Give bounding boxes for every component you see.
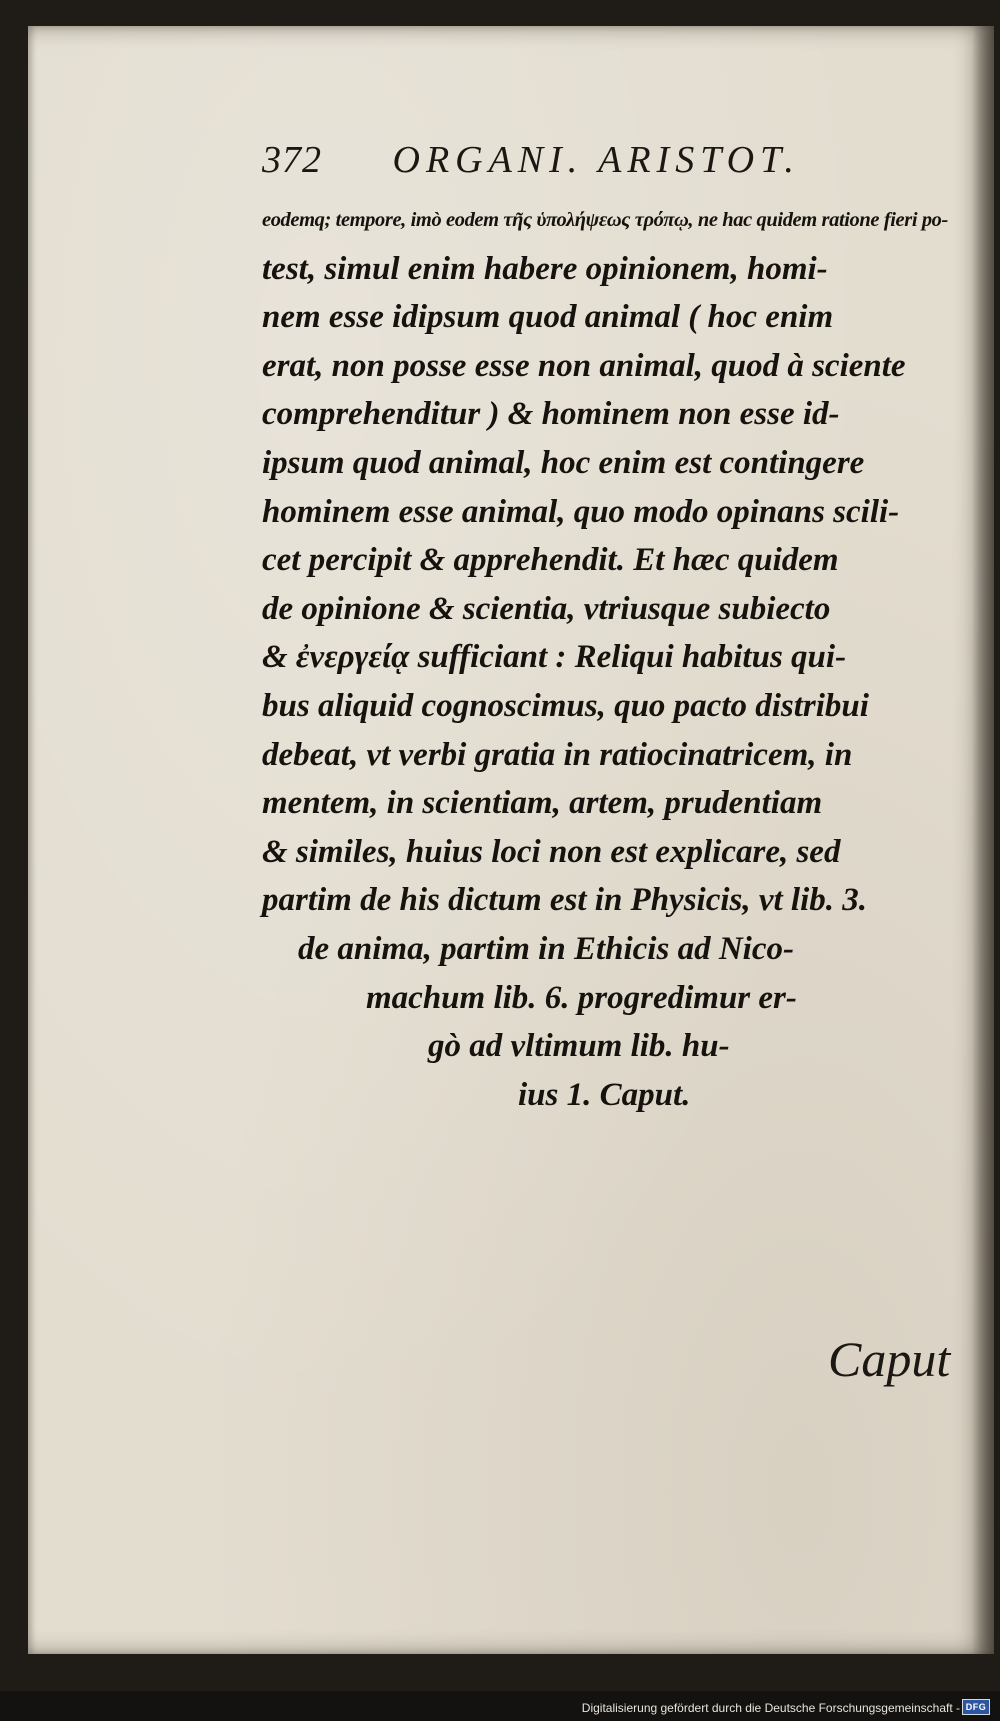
text-line: nem esse idipsum quod animal ( hoc enim [262,299,834,336]
text-line: ipsum quod animal, hoc enim est contingere [262,444,865,481]
footer-bar [0,1691,1000,1721]
text-line: bus aliquid cognoscimus, quo pacto distribui [262,687,869,724]
page-number: 372 [262,139,322,181]
text-line: mentem, in scientiam, artem, prudentiam [262,785,823,822]
running-title: ORGANI. ARISTOT. [392,139,800,181]
text-line: cet percipit & apprehendit. Et hæc quidem [262,542,839,579]
text-line: erat, non posse esse non animal, quod à sciente [262,347,906,384]
text-line: hominem esse animal, quo modo opinans scili- [262,493,900,530]
text-line: & similes, huius loci non est explicare, sed [262,833,841,870]
text-line: ius 1. Caput. [518,1076,691,1113]
text-line: comprehenditur ) & hominem non esse id- [262,396,840,433]
text-line: machum lib. 6. progredimur er- [366,979,797,1016]
page-edge-shadow [972,26,994,1654]
text-line: & ἐνεργείᾳ sufficiant : Reliqui habitus qui- [262,639,847,676]
running-head [262,138,902,182]
text-line: de opinione & scientia, vtriusque subiecto [262,590,831,627]
text-line: partim de his dictum est in Physicis, vt lib. 3. [262,882,868,919]
text-line: gò ad vltimum lib. hu- [428,1028,730,1065]
text-line: debeat, vt verbi gratia in ratiocinatricem, in [262,736,853,773]
catchword: Caput [828,1331,951,1387]
funding-credit: Digitalisierung gefördert durch die Deutsche Forschungsgemeinschaft - [581,1701,960,1715]
text-line: eodemq; tempore, imò eodem τῆς ὑπολήψεως τρόπῳ, ne hac quidem ratione fieri po- [262,209,948,231]
dfg-logo: DFG [962,1699,990,1715]
text-line: test, simul enim habere opinionem, homi- [262,250,828,287]
body-text [262,196,948,1119]
text-line: de anima, partim in Ethicis ad Nico- [298,930,794,967]
